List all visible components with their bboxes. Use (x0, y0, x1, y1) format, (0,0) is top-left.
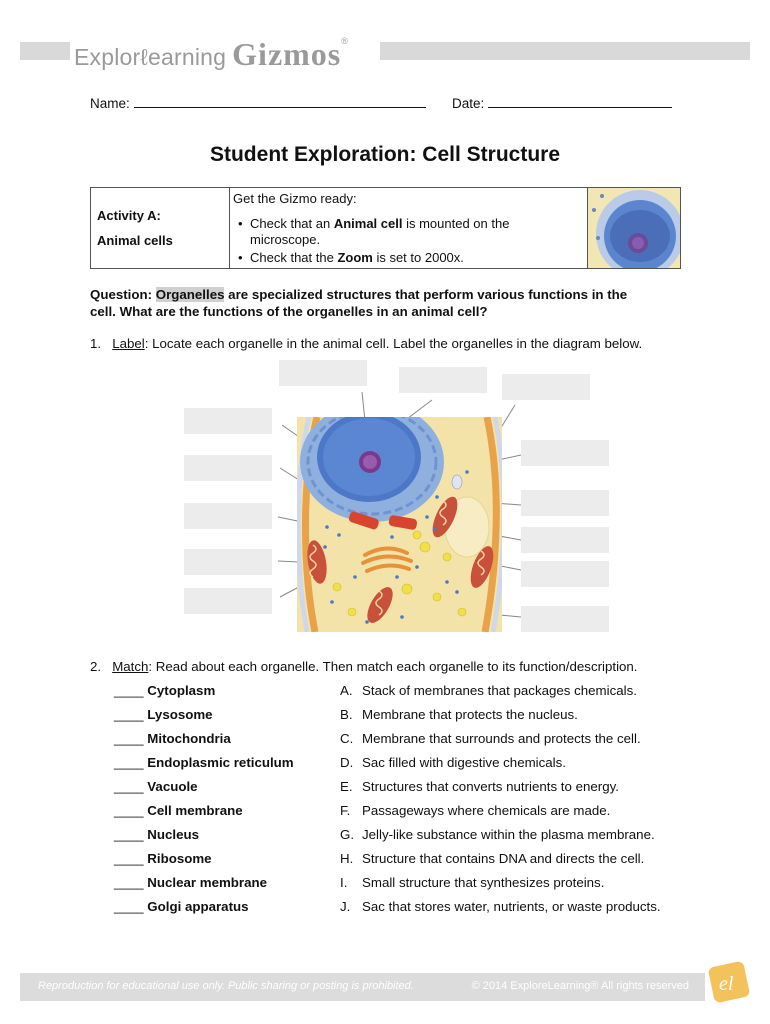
answer-blank[interactable]: ____ (114, 899, 144, 914)
brand-gizmos: Gizmos (232, 36, 342, 72)
question-highlight: Organelles (155, 287, 225, 302)
description-letter: B. (340, 707, 353, 722)
cell-diagram (297, 417, 502, 632)
organelle-name: Cell membrane (147, 803, 243, 818)
match-organelle (114, 899, 249, 914)
name-label: Name: (90, 96, 130, 111)
brand-registered: ® (341, 36, 348, 46)
footer-notice: Reproduction for educational use only. Public sharing or posting is prohibited. (38, 980, 414, 992)
description-letter: F. (340, 803, 351, 818)
bullet-text: is set to 2000x. (372, 250, 464, 265)
organelle-name: Vacuole (147, 779, 198, 794)
item-keyword: Label (112, 336, 145, 351)
footer-bar (20, 973, 705, 1001)
organelle-name: Cytoplasm (147, 683, 216, 698)
answer-blank[interactable]: ____ (114, 875, 144, 890)
bullet-bold: Zoom (337, 250, 373, 265)
activity-subtitle: Animal cells (97, 233, 173, 248)
item-number: 2. (90, 659, 102, 674)
explorelearning-logo (705, 958, 753, 1006)
organelle-name: Endoplasmic reticulum (147, 755, 294, 770)
description-letter: C. (340, 731, 354, 746)
answer-blank[interactable]: ____ (114, 827, 144, 842)
match-organelle (114, 755, 294, 770)
description-letter: H. (340, 851, 354, 866)
question-text: are specialized structures that perform various functions in the (224, 287, 628, 302)
organelle-name: Lysosome (147, 707, 213, 722)
match-organelle (114, 875, 267, 890)
match-organelle (114, 827, 199, 842)
logo-text: el (719, 973, 734, 995)
item-text: : Read about each organelle. Then match each organelle to its function/description. (148, 659, 638, 674)
description-text: Passageways where chemicals are made. (362, 803, 611, 818)
description-text: Sac filled with digestive chemicals. (362, 755, 566, 770)
gizmo-ready: Get the Gizmo ready: (233, 191, 357, 206)
answer-blank[interactable]: ____ (114, 683, 144, 698)
description-letter: I. (340, 875, 348, 890)
match-organelle (114, 731, 231, 746)
description-text: Sac that stores water, nutrients, or waste products. (362, 899, 661, 914)
date-label: Date: (452, 96, 485, 111)
description-letter: J. (340, 899, 351, 914)
bullet-text: microscope. (250, 232, 321, 247)
description-text: Jelly-like substance within the plasma membrane. (362, 827, 655, 842)
footer-copyright: © 2014 ExploreLearning® All rights reserved (471, 980, 689, 992)
organelle-name: Nucleus (147, 827, 200, 842)
organelle-name: Ribosome (147, 851, 212, 866)
match-organelle (114, 803, 243, 818)
activity-title: Activity A: (97, 208, 161, 223)
description-text: Structures that converts nutrients to energy. (362, 779, 619, 794)
answer-blank[interactable]: ____ (114, 755, 144, 770)
brand-explorelearning: Explorℓearning (74, 44, 227, 70)
bullet-text: Check that the (250, 250, 338, 265)
bullet-text: is mounted on the (402, 216, 510, 231)
question-lead: Question: (90, 287, 156, 302)
description-text: Membrane that surrounds and protects the cell. (362, 731, 641, 746)
description-text: Membrane that protects the nucleus. (362, 707, 578, 722)
description-text: Structure that contains DNA and directs the cell. (362, 851, 645, 866)
description-letter: G. (340, 827, 355, 842)
bullet-icon: • (238, 216, 243, 231)
item-keyword: Match (112, 659, 149, 674)
organelle-name: Golgi apparatus (147, 899, 249, 914)
bullet-text: Check that an (250, 216, 334, 231)
match-organelle (114, 851, 212, 866)
answer-blank[interactable]: ____ (114, 851, 144, 866)
description-text: Stack of membranes that packages chemicals. (362, 683, 637, 698)
match-organelle (114, 707, 213, 722)
answer-blank[interactable]: ____ (114, 731, 144, 746)
bullet-icon: • (238, 250, 243, 265)
question-text-2: cell. What are the functions of the organelles in an animal cell? (90, 304, 488, 319)
answer-blank[interactable]: ____ (114, 779, 144, 794)
description-letter: E. (340, 779, 353, 794)
bullet-bold: Animal cell (333, 216, 403, 231)
page-title: Student Exploration: Cell Structure (209, 143, 561, 166)
description-text: Small structure that synthesizes proteins. (362, 875, 605, 890)
answer-blank[interactable]: ____ (114, 803, 144, 818)
item-match-instruction (90, 658, 638, 675)
answer-blank[interactable]: ____ (114, 707, 144, 722)
item-number: 1. (90, 336, 102, 351)
organelle-name: Mitochondria (147, 731, 231, 746)
description-letter: D. (340, 755, 354, 770)
organelle-name: Nuclear membrane (147, 875, 268, 890)
description-letter: A. (340, 683, 353, 698)
item-text: : Locate each organelle in the animal cell. Label the organelles in the diagram below. (144, 336, 643, 351)
match-organelle (114, 683, 215, 698)
match-organelle (114, 779, 198, 794)
